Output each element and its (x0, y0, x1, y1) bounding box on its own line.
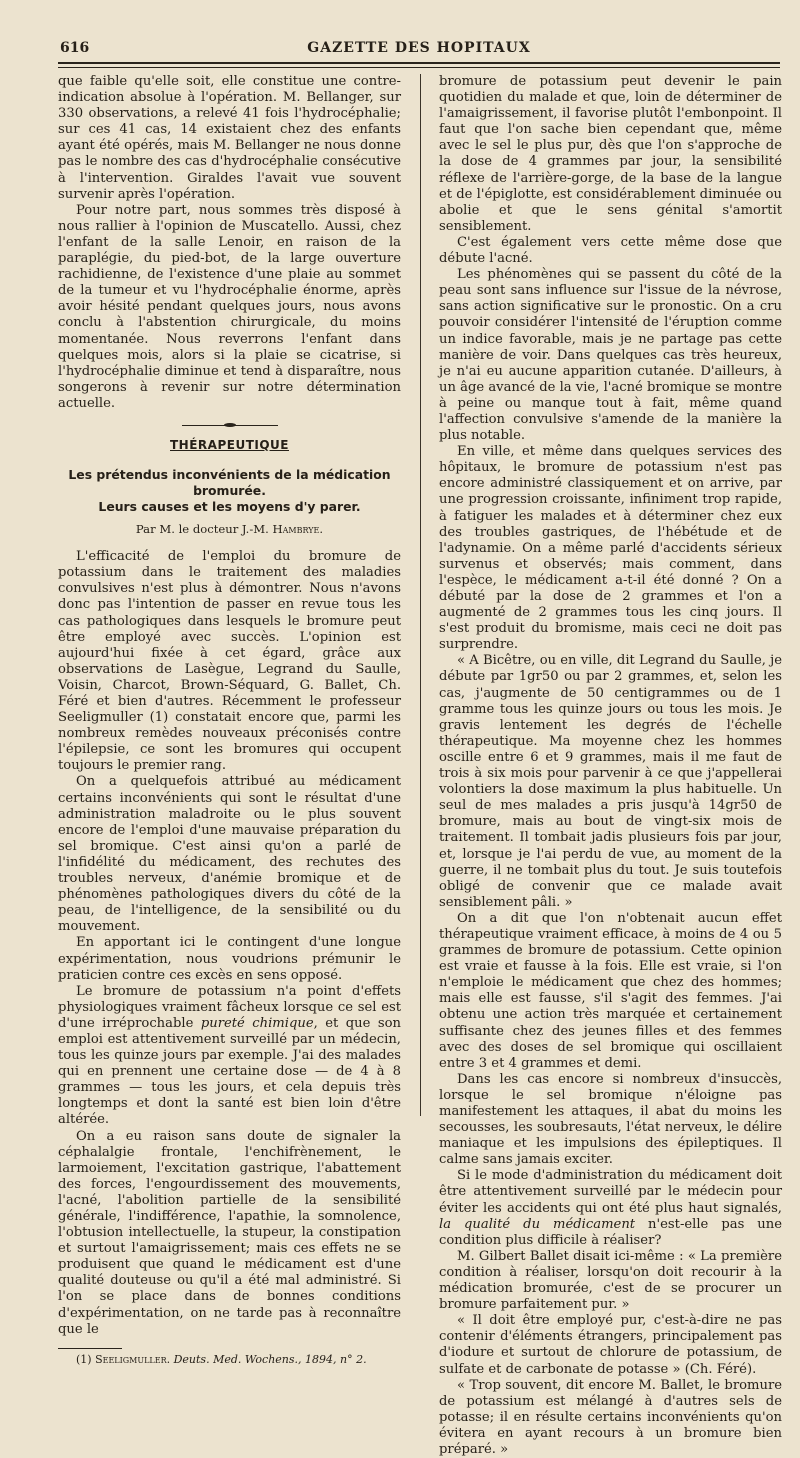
paragraph: « A Bicêtre, ou en ville, dit Legrand du Saulle, je débute par 1gr50 ou par 2 grammes, et, selon les cas, j'augmente de 50 centigrammes ou de 1 gramme tous les quinze jours ou tous les mois. Je gravis lentement les degrés de l'échelle thérapeutique. Ma moyenne chez les hommes oscille entre 6 et 9 grammes, mais il me faut de trois à six mois pour parvenir à ce que j'appellerai volontiers la dose maximum la plus habituelle. Un seul de mes malades a pris jusqu'à 14gr50 de bromure, mais au bout de vingt-six mois de traitement. Il tombait jadis plusieurs fois par jour, et, lorsque je l'ai perdu de vue, au moment de la guerre, il ne tombait plus du tout. Je suis toutefois obligé de convenir que ce malade avait sensiblement pâli. » (439, 653, 782, 910)
header-rule-thick (58, 62, 780, 64)
byline-author: Hambrye. (272, 522, 324, 537)
paragraph: M. Gilbert Ballet disait ici-même : « La première condition à réaliser, lorsqu'on doit recourir à la médication bromurée, c'est de se procurer un bromure parfaitement pur. » (439, 1248, 782, 1313)
article-title-line-1: Les prétendus inconvénients de la médication bromurée. (68, 467, 391, 499)
paragraph-text: Si le mode d'administration du médicament doit être attentivement surveillé par le médecin pour éviter les accidents qui ont été plus haut signalés, (439, 1168, 782, 1216)
paragraph: En ville, et même dans quelques services des hôpitaux, le bromure de potassium n'est pas encore administré classiquement et on arrive, par une progression croissante, infiniment trop rapide, à fatiguer les malades et à déterminer chez eux des troubles gastriques, de l'hébétude et de l'adynamie. On a même parlé d'accidents sérieux survenus et observés; mais comment, dans l'espèce, le médicament a-t-il été donné ? On a débuté par la dose de 2 grammes et l'on a augmenté de 2 grammes tous les cinq jours. Il s'est produit du bromisme, mais ceci ne doit pas surprendre. (439, 444, 782, 653)
paragraph: On a eu raison sans doute de signaler la céphalalgie frontale, l'enchifrènement, le larmoiement, l'excitation gastrique, l'abattement des forces, l'engourdissement des mouvements, l'acné, l'abolition partielle de la sensibilité générale, l'indifférence, l'apathie, la somnolence, l'obtusion intellectuelle, la stupeur, la constipation et surtout l'amaigrissement; mais ces effets ne se produisent que quand le médicament est d'une qualité douteuse ou qu'il a été mal administré. Si l'on se place dans de bonnes conditions d'expérimentation, on ne tarde pas à reconnaître que le (58, 1128, 401, 1337)
paragraph: On a quelquefois attribué au médicament certains inconvénients qui sont le résultat d'une administration maladroite ou le plus souvent encore de l'emploi d'une mauvaise préparation du sel bromique. C'est ainsi qu'on a parlé de l'infidélité du médicament, des rechutes des troubles nerveux, d'anémie bromique et de phénomènes pathologiques divers du côté de la peau, de l'intelligence, de la sensibilité ou du mouvement. (58, 774, 401, 935)
page-number: 616 (60, 40, 90, 56)
footnote-marker: (1) (76, 1352, 92, 1366)
running-title: GAZETTE DES HOPITAUX (307, 40, 531, 56)
header-rule-thin (58, 67, 780, 68)
paragraph: En apportant ici le contingent d'une longue expérimentation, nous voudrions prémunir le praticien contre ces excès en sens opposé. (58, 935, 401, 983)
footnote (58, 1353, 401, 1367)
paragraph: Pour notre part, nous sommes très disposé à nous rallier à l'opinion de Muscatello. Aussi, chez l'enfant de la salle Lenoir, en raison de la paraplégie, du pied-bot, de la large ouverture rachidienne, de l'existence d'une plaie au sommet de la tumeur et vu l'hydrocéphalie énorme, après avoir hésité pendant quelques jours, nous avons conclu à l'abstention chirurgicale, du moins momentanée. Nous reverrons l'enfant dans quelques mois, alors si la plaie se cicatrise, si l'hydrocéphalie diminue et tend à disparaître, nous songerons à revenir sur notre détermination actuelle. (58, 202, 401, 411)
paragraph-text: , et que son emploi est attentivement surveillé par un médecin, tous les quinze jours par exemple. J'ai des malades qui en prennent une certaine dose — de 4 à 8 grammes — tous les jours, et cela depuis très longtemps et dont la santé est bien loin d'être altérée. (58, 1015, 401, 1128)
emphasis: la qualité du médicament (439, 1216, 636, 1232)
emphasis: pureté chimique (200, 1015, 314, 1031)
paragraph: bromure de potassium peut devenir le pain quotidien du malade et que, loin de déterminer de l'amaigrissement, il favorise plutôt l'embonpoint. Il faut que l'on sache bien cependant que, même avec le sel le plus pur, dès que l'on s'approche de la dose de 4 grammes par jour, la sensibilité réflexe de l'arrière-gorge, de la base de la langue et de l'épiglotte, est considérablement diminuée ou abolie et que le sens génital s'amortit sensiblement. (439, 74, 782, 234)
byline-prefix: Par M. le docteur J.-M. (135, 522, 269, 537)
column-divider (420, 74, 421, 1116)
article-title (58, 467, 401, 515)
paragraph-text: Le bromure de potassium n'a point d'effets physiologiques vraiment fâcheux lorsque ce sel est d'une irréprochable (58, 983, 401, 1031)
paragraph: Dans les cas encore si nombreux d'insuccès, lorsque le sel bromique n'éloigne pas manifestement les attaques, il abat du moins les secousses, les soubresauts, l'état nerveux, le délire maniaque et les impulsions des épileptiques. Il calme sans jamais exciter. (439, 1071, 782, 1168)
page-header (58, 40, 780, 60)
paragraph-text: n'est-elle pas une condition plus difficile à réaliser? (439, 1216, 782, 1248)
paragraph: « Trop souvent, dit encore M. Ballet, le bromure de potassium est mélangé à d'autres sels de potasse; il en résulte certains inconvénients qu'on évitera en ayant recours à un bromure bien préparé. » (439, 1377, 782, 1457)
paragraph (58, 984, 401, 1129)
section-title: THÉRAPEUTIQUE (170, 437, 289, 452)
section-separator (182, 425, 278, 426)
text-columns (58, 74, 782, 1457)
paragraph: Les phénomènes qui se passent du côté de la peau sont sans influence sur l'issue de la névrose, sans action significative sur le pronostic. On a cru pouvoir considérer l'intensité de l'éruption comme un indice favorable, mais je ne partage pas cette manière de voir. Dans quelques cas très heureux, je n'ai eu aucune apparition cutanée. D'ailleurs, à un âge avancé de la vie, l'acné bromique se montre à peine ou manque tout à fait, même quand l'affection convulsive s'amende de la manière la plus notable. (439, 267, 782, 444)
paragraph: que faible qu'elle soit, elle constitue une contre-indication absolue à l'opération. M. Bellanger, sur 330 observations, a relevé 41 fois l'hydrocéphalie; sur ces 41 cas, 14 existaient chez des enfants ayant été opérés, mais M. Bellanger ne nous donne pas le nombre des cas d'hydrocéphalie consécutive à l'intervention. Giraldes l'avait vue souvent survenir après l'opération. (58, 74, 401, 202)
byline (58, 521, 401, 537)
footnote-rule (58, 1348, 122, 1349)
left-column (58, 74, 401, 1367)
paragraph: « Il doit être employé pur, c'est-à-dire ne pas contenir d'éléments étrangers, principalement pas d'iodure et surtout de chlorure de potassium, de sulfate et de carbonate de potasse » (Ch. Féré). (439, 1313, 782, 1377)
paragraph: On a dit que l'on n'obtenait aucun effet thérapeutique vraiment efficace, à moins de 4 ou 5 grammes de bromure de potassium. Cette opinion est vraie et fausse à la fois. Elle est vraie, si l'on n'emploie le médicament que chez des hommes; mais elle est fausse, s'il s'agit des femmes. J'ai obtenu une action très marquée et certainement suffisante chez des jeunes filles et des femmes avec des doses de sel bromique qui oscillaient entre 3 et 4 grammes et demi. (439, 910, 782, 1071)
paragraph: L'efficacité de l'emploi du bromure de potassium dans le traitement des maladies convulsives n'est plus à démontrer. Nous n'avons donc pas l'intention de passer en revue tous les cas pathologiques dans lesquels le bromure peut être employé avec succès. L'opinion est aujourd'hui fixée à cet égard, grâce aux observations de Lasègue, Legrand du Saulle, Voisin, Charcot, Brown-Séquard, G. Ballet, Ch. Féré et bien d'autres. Récemment le professeur Seeligmuller (1) constatait encore que, parmi les nombreux remèdes nouveaux préconisés contre l'épilepsie, ce sont les bromures qui occupent toujours le premier rang. (58, 549, 401, 774)
article-title-line-2: Leurs causes et les moyens d'y parer. (98, 499, 361, 515)
newspaper-page (58, 40, 782, 1457)
paragraph: C'est également vers cette même dose que débute l'acné. (439, 234, 782, 267)
footnote-reference: Deuts. Med. Wochens., 1894, n° 2. (173, 1352, 367, 1366)
right-column (439, 74, 782, 1458)
paragraph (439, 1168, 782, 1248)
footnote-author: Seeligmuller. (95, 1352, 171, 1366)
